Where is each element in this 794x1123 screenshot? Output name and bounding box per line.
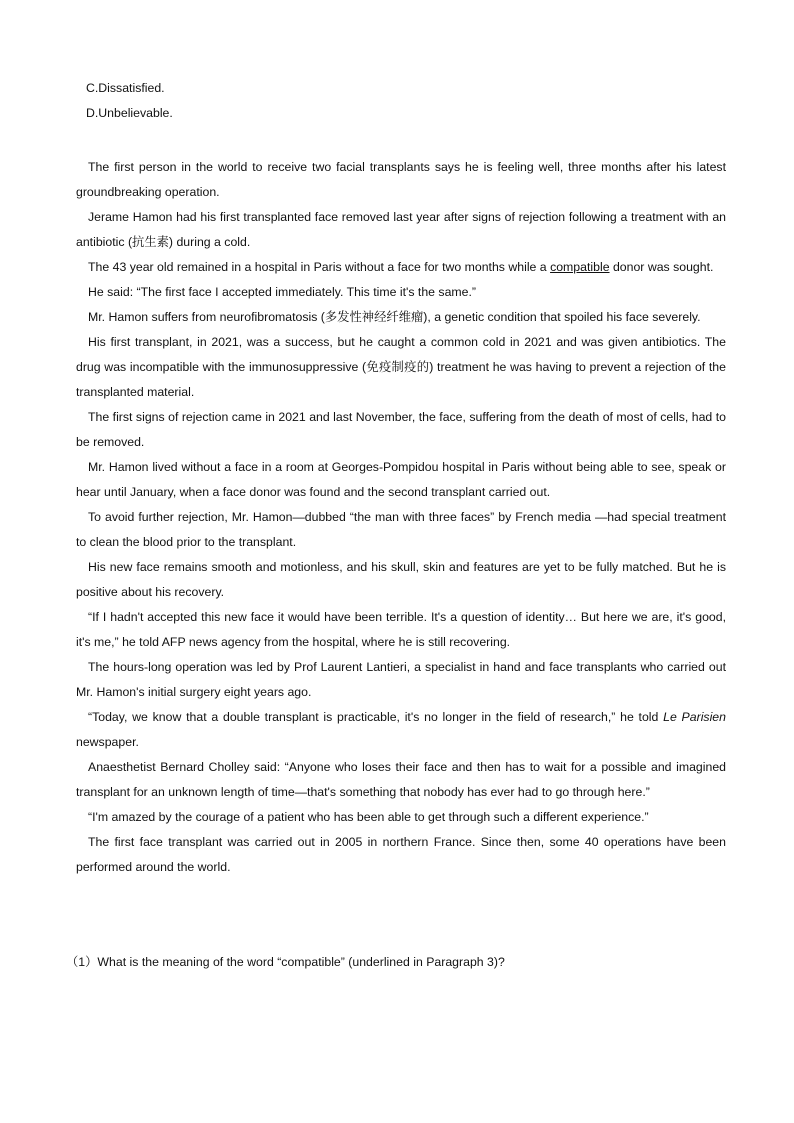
paragraph-3-text-a: The 43 year old remained in a hospital in Paris without a face for two months while a [88,260,551,274]
paragraph-9: To avoid further rejection, Mr. Hamon—dubbed “the man with three faces” by French media —had special treatment to clean the blood prior to the transplant. [76,510,726,549]
answer-options [86,80,173,130]
paragraph-4: He said: “The first face I accepted immediately. This time it's the same.” [88,285,477,299]
newspaper-name: Le Parisien [663,710,726,724]
paragraph-13-text-a: “Today, we know that a double transplant is practicable, it's no longer in the field of research,” he told [88,710,664,724]
reading-passage [76,155,726,880]
paragraph-2: Jerame Hamon had his first transplanted face removed last year after signs of rejection following a treatment with an antibiotic (抗生素) during a cold. [76,210,726,249]
paragraph-10: His new face remains smooth and motionless, and his skull, skin and features are yet to be fully matched. But he is positive about his recovery. [76,560,726,599]
paragraph-16: The first face transplant was carried out in 2005 in northern France. Since then, some 40 operations have been performed around the world. [76,835,726,874]
paragraph-3 [76,255,726,280]
option-c: C.Dissatisfied. [86,81,165,95]
paragraph-14: Anaesthetist Bernard Cholley said: “Anyone who loses their face and then has to wait for a possible and imagined transplant for an unknown length of time—that's something that nobody has ever had to go through here.” [76,760,726,799]
paragraph-12: The hours-long operation was led by Prof Laurent Lantieri, a specialist in hand and face transplants who carried out Mr. Hamon's initial surgery eight years ago. [76,660,726,699]
paragraph-5: Mr. Hamon suffers from neurofibromatosis (多发性神经纤维瘤), a genetic condition that spoiled his face severely. [88,310,701,324]
paragraph-7: The first signs of rejection came in 2021 and last November, the face, suffering from the death of most of cells, had to be removed. [76,410,726,449]
paragraph-6: His first transplant, in 2021, was a success, but he caught a common cold in 2021 and was given antibiotics. The drug was incompatible with the immunosuppressive (免疫制疫的) treatment he was having to prevent a rejection of the transplanted material. [76,335,726,399]
option-d: D.Unbelievable. [86,106,173,120]
paragraph-13 [76,705,726,755]
paragraph-13-text-b: newspaper. [76,735,139,749]
paragraph-8: Mr. Hamon lived without a face in a room at Georges-Pompidou hospital in Paris without being able to see, speak or hear until January, when a face donor was found and the second transplant carried out. [76,460,726,499]
question-1: （1）What is the meaning of the word “compatible” (underlined in Paragraph 3)? [66,955,505,969]
underlined-word-compatible: compatible [550,260,610,274]
paragraph-11: “If I hadn't accepted this new face it would have been terrible. It's a question of identity… But here we are, it's good, it's me,” he told AFP news agency from the hospital, where he is still recovering. [76,610,726,649]
paragraph-3-text-b: donor was sought. [609,260,714,274]
paragraph-15: “I'm amazed by the courage of a patient who has been able to get through such a different experience.” [88,810,649,824]
paragraph-1: The first person in the world to receive two facial transplants says he is feeling well, three months after his latest groundbreaking operation. [76,160,726,199]
